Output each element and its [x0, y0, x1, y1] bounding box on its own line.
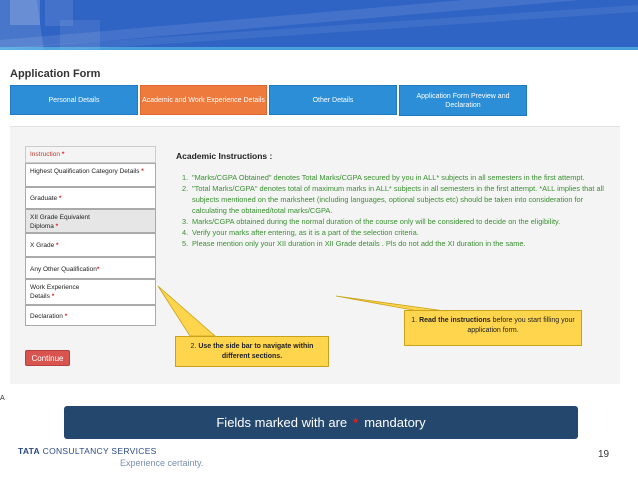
- required-star: *: [61, 151, 65, 158]
- required-star: *: [56, 242, 59, 249]
- instructions-heading: Academic Instructions :: [176, 151, 273, 161]
- sidebar-item-label: Instruction: [30, 151, 60, 158]
- tagline: Experience certainty.: [120, 458, 204, 468]
- list-item: 1. "Marks/CGPA Obtained" denotes Total Marks/CGPA secured by you in ALL* subjects in all semesters in the first attempt.: [182, 173, 585, 182]
- page-title: Application Form: [10, 68, 101, 80]
- sidebar-item-label: Any Other Qualification: [30, 266, 97, 273]
- required-star: *: [55, 223, 59, 230]
- sidebar-item-label: X Grade: [30, 242, 55, 249]
- mandatory-notice: Fields marked with are * mandatory: [64, 406, 578, 439]
- list-item: 2. "Total Marks/CGPA" denotes total of maximum marks in ALL* subjects in all semesters in the first attempt. *ALL implies that all subjects mentioned on the marksheet (including languages, optional subjects etc) should be taken into consideration for calculating the obtained/total marks/CGPA.: [182, 184, 604, 215]
- continue-button[interactable]: Continue: [25, 350, 70, 366]
- required-star: *: [64, 313, 68, 320]
- sidebar-item-label: Highest Qualification Category Details: [30, 168, 140, 175]
- required-star: *: [353, 415, 359, 430]
- sidebar-item-label: Work Experience Details: [30, 284, 80, 300]
- tab-preview-declaration[interactable]: Application Form Preview and Declaration: [399, 85, 527, 116]
- callout-use-sidebar: 2. Use the side bar to navigate within different sections.: [175, 336, 329, 367]
- required-star: *: [51, 293, 55, 300]
- required-star: *: [58, 195, 62, 202]
- edge-label: A: [0, 395, 5, 402]
- tcs-logo: TATA CONSULTANCY SERVICES: [18, 446, 157, 456]
- list-item: 4. Verify your marks after entering, as it is a part of the selection criteria.: [182, 228, 419, 237]
- required-star: *: [96, 266, 100, 273]
- list-item: 3. Marks/CGPA obtained during the normal duration of the course only will be considered to decide on the eligibility.: [182, 217, 561, 226]
- page-number: 19: [598, 449, 610, 460]
- tab-other-details[interactable]: Other Details: [269, 85, 397, 115]
- sidebar-item-label: XII Grade Equivalent Diploma: [30, 214, 90, 230]
- sidebar-item-label: Declaration: [30, 313, 63, 320]
- tab-personal-details[interactable]: Personal Details: [10, 85, 138, 115]
- list-item: 5. Please mention only your XII duration in XII Grade details . Pls do not add the XI duration in the same.: [182, 239, 526, 248]
- callout-read-instructions: 1. Read the instructions before you start filling your application form.: [404, 310, 582, 346]
- sidebar-item-label: Graduate: [30, 195, 58, 202]
- required-star: *: [141, 168, 144, 175]
- tab-academic-work-experience[interactable]: Academic and Work Experience Details: [140, 85, 267, 115]
